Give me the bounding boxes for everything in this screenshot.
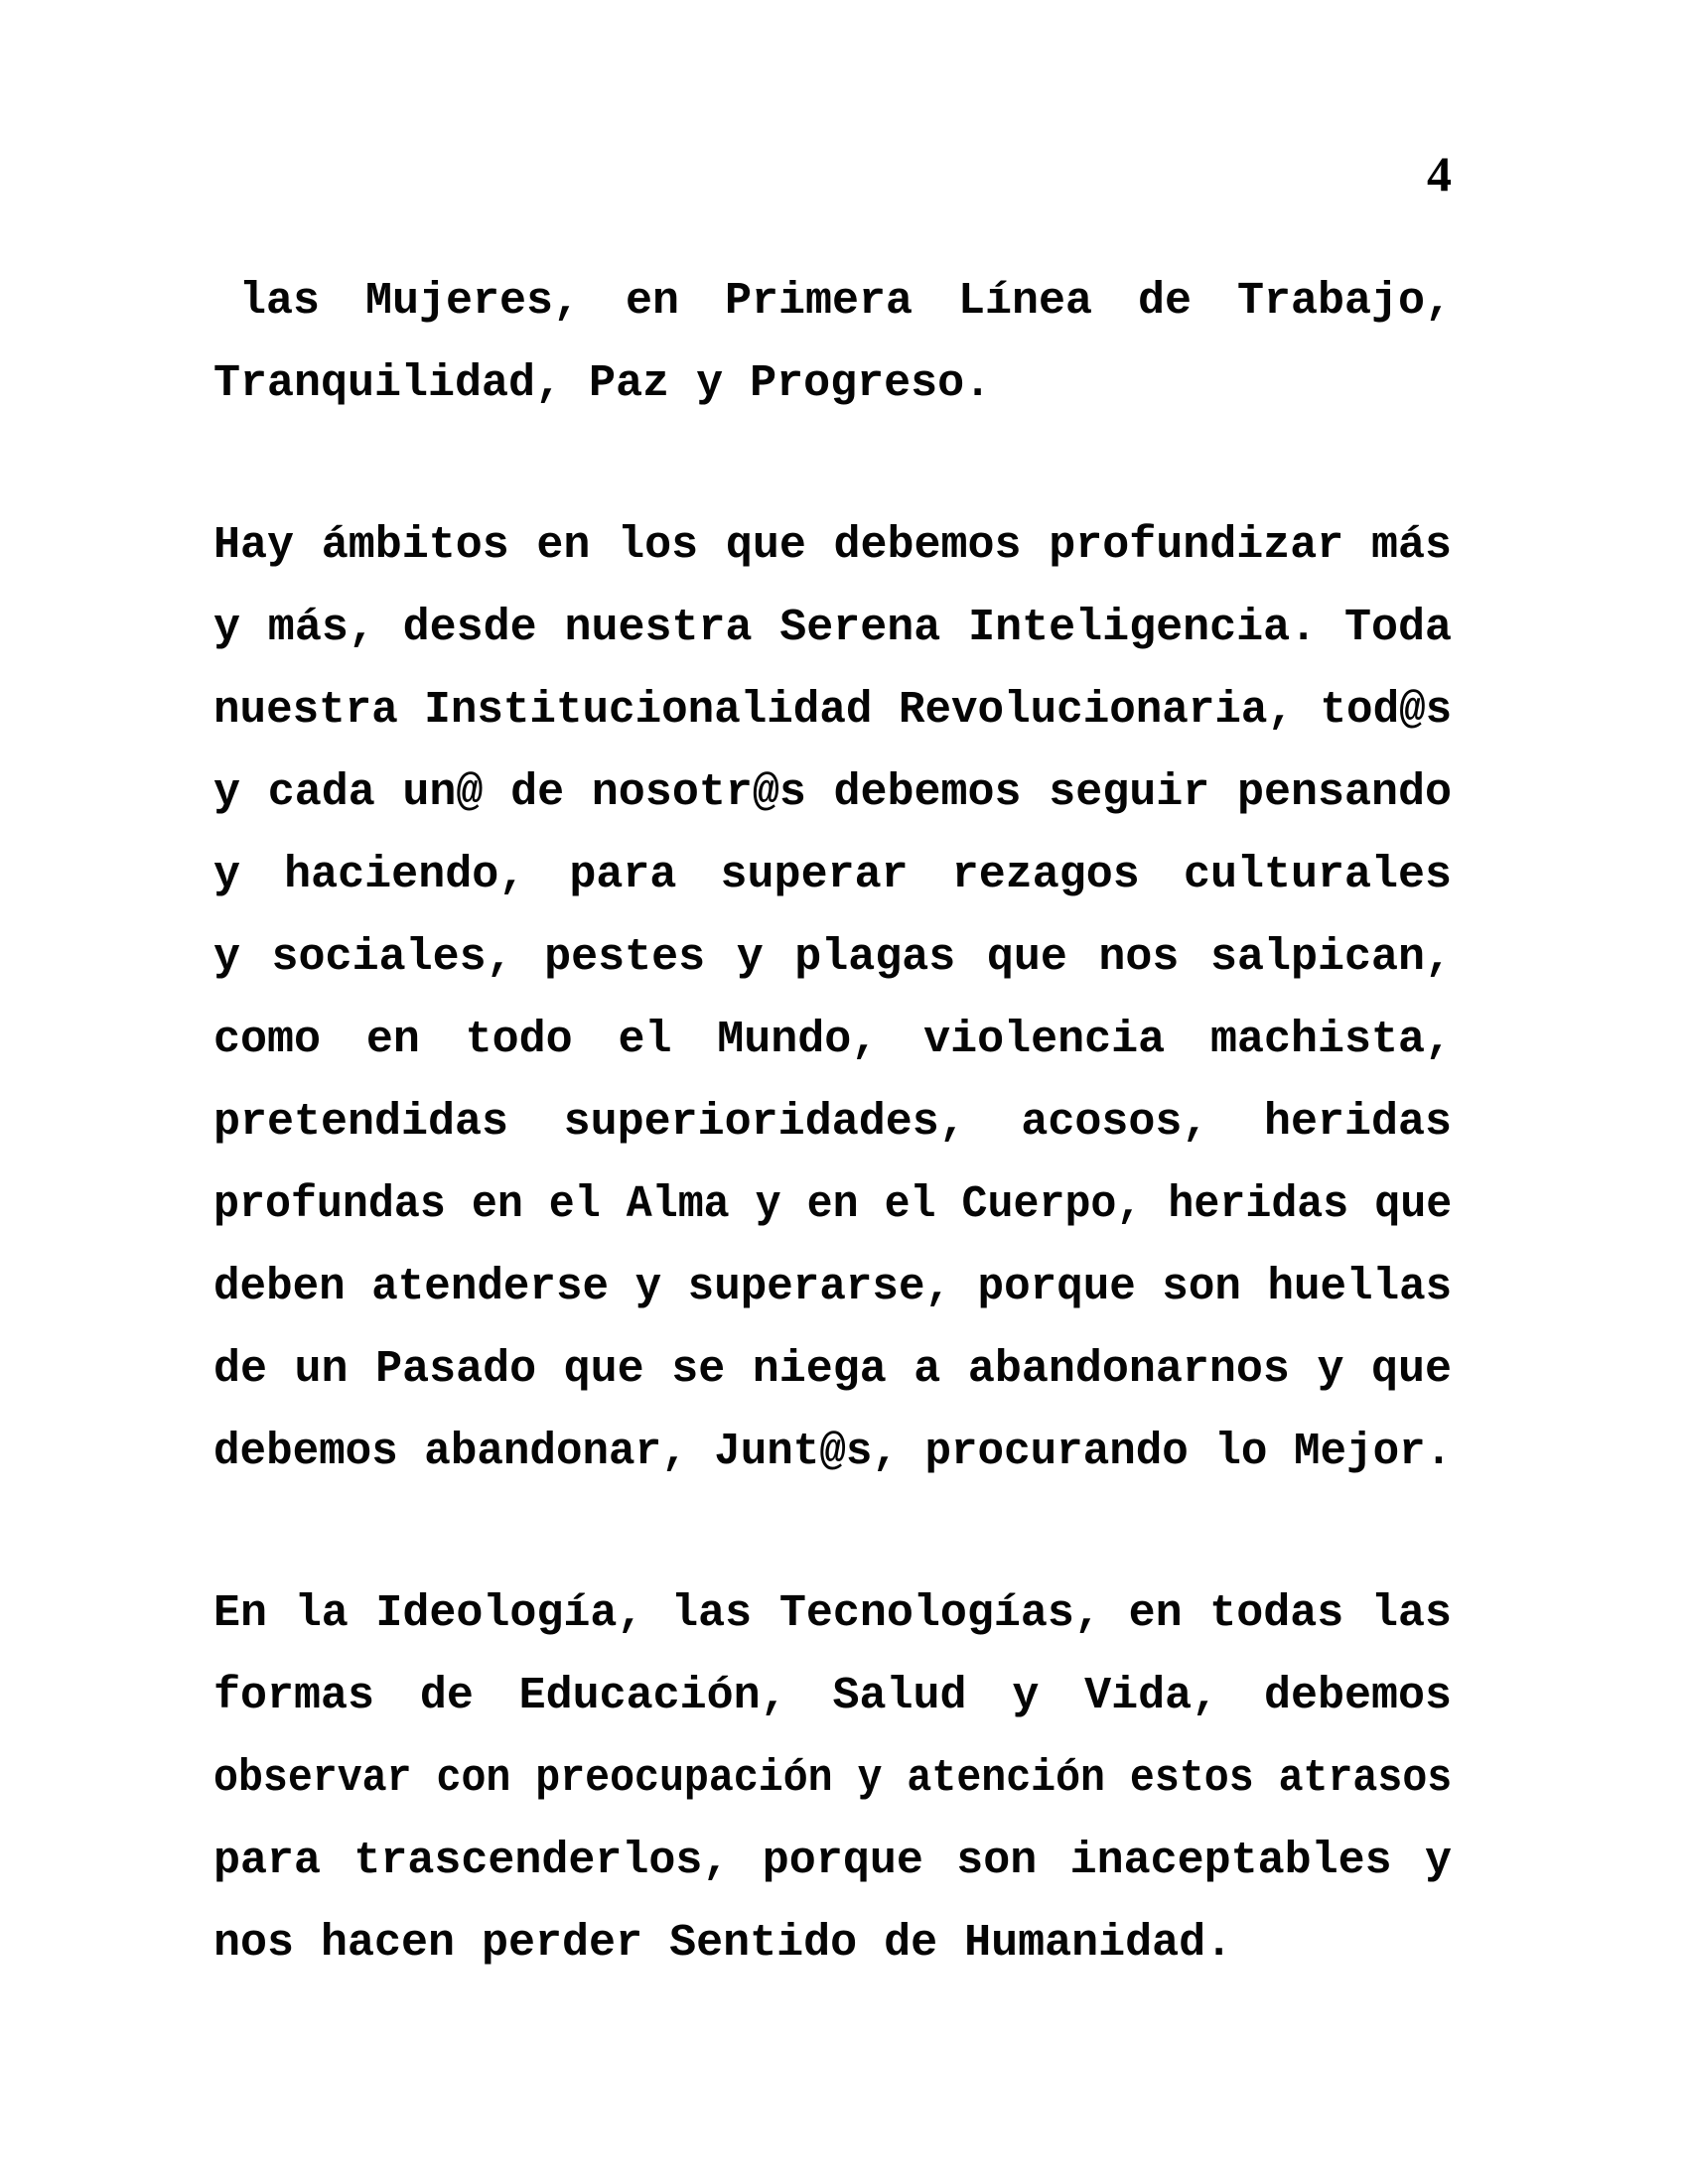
paragraph-3: [213, 1572, 1452, 1984]
text-line: En la Ideología, las Tecnologías, en todas las: [213, 1588, 1452, 1639]
text-line: para trascenderlos, porque son inaceptables y: [213, 1836, 1452, 1886]
text-line: formas de Educación, Salud y Vida, debemos: [213, 1671, 1452, 1721]
text-line: las Mujeres, en Primera Línea de Trabajo,: [239, 276, 1452, 327]
text-line: deben atenderse y superarse, porque son huellas: [213, 1262, 1453, 1312]
text-line: nuestra Institucionalidad Revolucionaria, tod@s: [213, 685, 1453, 736]
paragraph-2: [213, 504, 1452, 1493]
text-line: pretendidas superioridades, acosos, heridas: [213, 1097, 1452, 1148]
text-line: Tranquilidad, Paz y Progreso.: [213, 358, 992, 409]
text-line: y cada un@ de nosotr@s debemos seguir pensando: [213, 767, 1452, 818]
text-line: y haciendo, para superar rezagos culturales: [213, 850, 1452, 900]
text-line: de un Pasado que se niega a abandonarnos y que: [213, 1344, 1452, 1395]
text-line: nos hacen perder Sentido de Humanidad.: [213, 1918, 1233, 1969]
text-line: observar con preocupación y atención estos atrasos: [213, 1753, 1453, 1804]
page-number: 4: [1427, 146, 1452, 202]
text-line: como en todo el Mundo, violencia machista,: [213, 1015, 1452, 1065]
body-text: [213, 260, 1452, 1984]
paragraph-1: [213, 260, 1452, 425]
text-line: Hay ámbitos en los que debemos profundizar más: [213, 520, 1452, 571]
text-line: debemos abandonar, Junt@s, procurando lo Mejor.: [213, 1427, 1453, 1477]
text-line: profundas en el Alma y en el Cuerpo, heridas que: [213, 1179, 1453, 1230]
text-line: y sociales, pestes y plagas que nos salpican,: [213, 932, 1452, 983]
text-line: y más, desde nuestra Serena Inteligencia. Toda: [213, 603, 1452, 653]
